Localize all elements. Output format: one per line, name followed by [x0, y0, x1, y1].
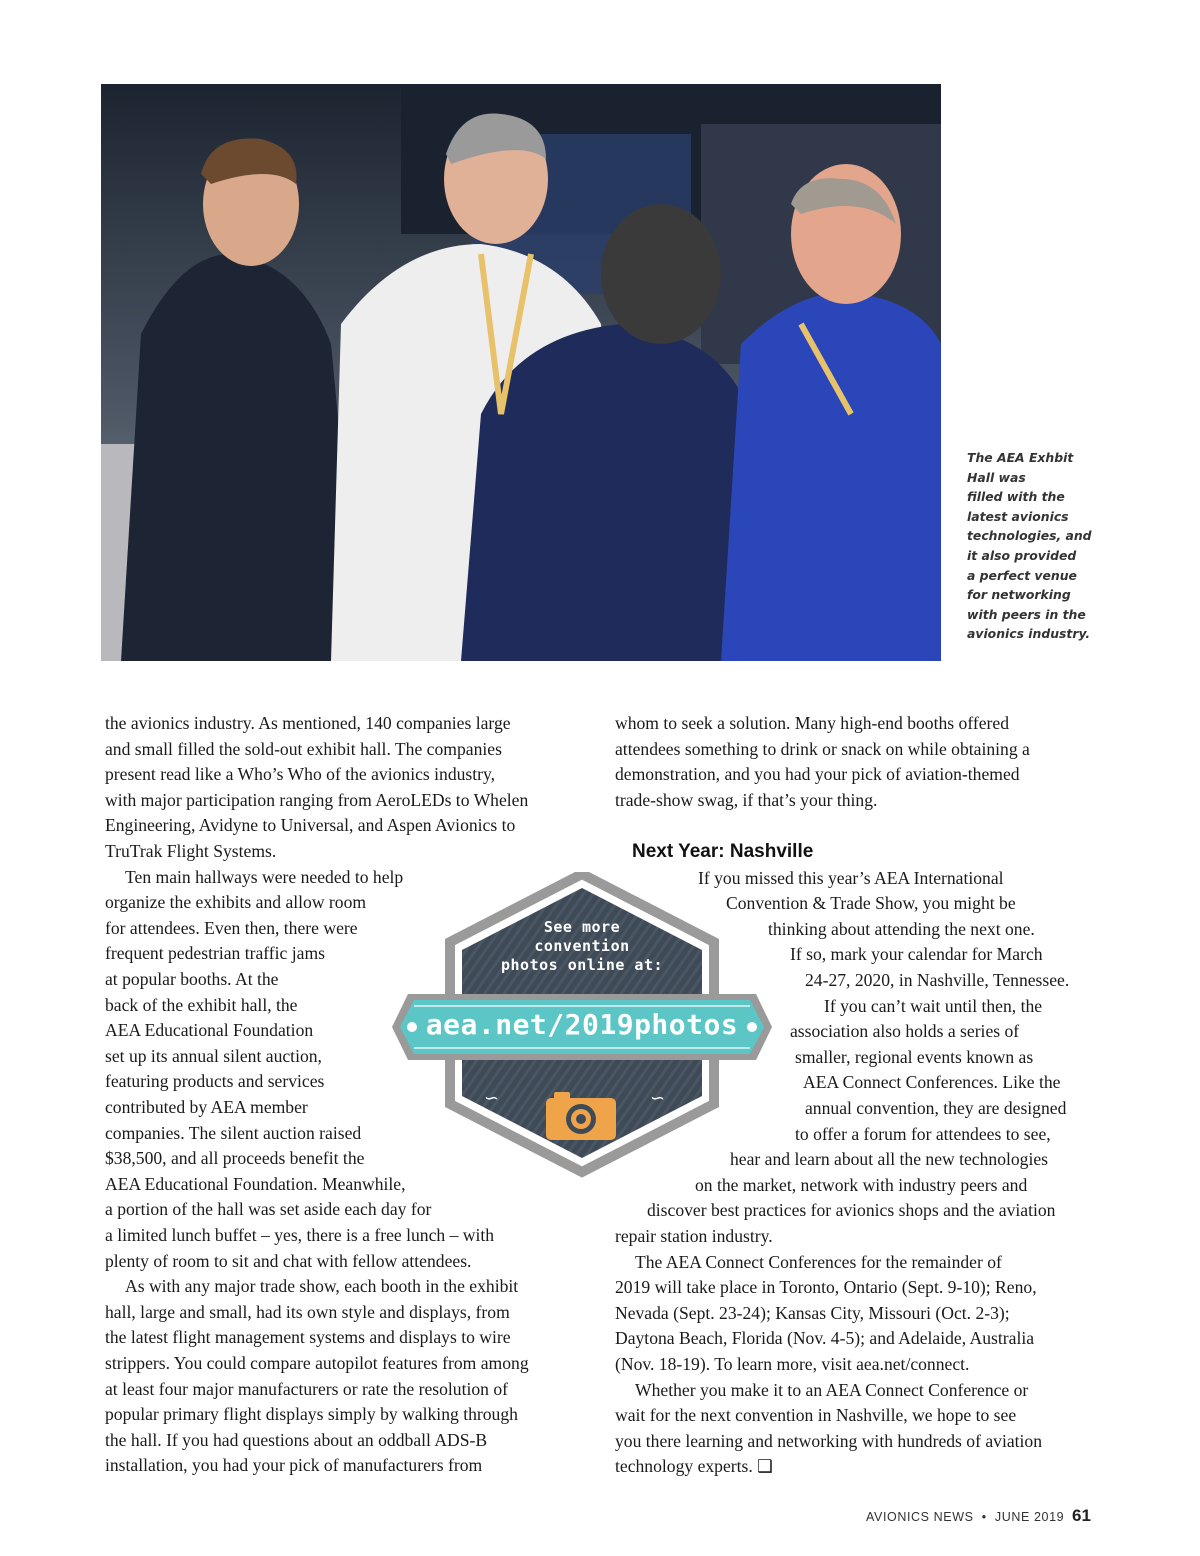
right-column-line: hear and learn about all the new technologies — [730, 1149, 1049, 1170]
left-column-line: the latest flight management systems and displays to wire — [105, 1327, 511, 1348]
right-column-line: annual convention, they are designed — [805, 1097, 1067, 1118]
caption-line: with peers in the — [967, 606, 1086, 622]
left-column-line: present read like a Who’s Who of the avionics industry, — [105, 764, 496, 785]
left-column-line: installation, you had your pick of manufacturers from — [105, 1455, 483, 1476]
left-column-line: AEA Educational Foundation. Meanwhile, — [105, 1173, 406, 1194]
left-column-line: plenty of room to sit and chat with fellow attendees. — [105, 1250, 472, 1271]
right-column-line: AEA Connect Conferences. Like the — [803, 1072, 1061, 1093]
left-column-line: the avionics industry. As mentioned, 140 companies large — [105, 713, 511, 733]
page-footer — [866, 1510, 1064, 1524]
right-column-line: Convention & Trade Show, you might be — [726, 893, 1016, 914]
right-column-intro-line: demonstration, and you had your pick of aviation-themed — [615, 764, 1020, 785]
right-column-line: Nevada (Sept. 23-24); Kansas City, Missouri (Oct. 2-3); — [615, 1302, 1010, 1323]
left-column-line: popular primary flight displays simply by walking through — [105, 1404, 518, 1425]
right-column-line: technology experts. ❑ — [615, 1456, 773, 1477]
issue-date: JUNE 2019 — [994, 1510, 1065, 1524]
camera-icon — [544, 1090, 618, 1142]
caption-line: The AEA Exhbit — [967, 450, 1074, 465]
right-column-line: smaller, regional events known as — [795, 1046, 1034, 1067]
right-column-line: association also holds a series of — [790, 1021, 1020, 1042]
right-column-line: to offer a forum for attendees to see, — [795, 1123, 1051, 1144]
caption-line: latest avionics — [967, 508, 1069, 524]
left-column-line: AEA Educational Foundation — [105, 1020, 314, 1041]
left-column-line: the hall. If you had questions about an oddball ADS-B — [105, 1429, 488, 1450]
caption-line: technologies, and — [967, 528, 1092, 544]
caption-line: avionics industry. — [967, 626, 1091, 642]
right-column-line: Daytona Beach, Florida (Nov. 4-5); and Adelaide, Australia — [615, 1328, 1035, 1349]
left-column-line: TruTrak Flight Systems. — [105, 841, 277, 861]
left-column-line: Engineering, Avidyne to Universal, and Aspen Avionics to — [105, 815, 516, 836]
caption-line: filled with the — [967, 489, 1065, 505]
right-column-line: you there learning and networking with hundreds of aviation — [615, 1430, 1043, 1451]
photo-caption — [967, 448, 1097, 644]
caption-line: a perfect venue — [967, 567, 1077, 583]
right-column-line: 24-27, 2020, in Nashville, Tennessee. — [805, 969, 1070, 990]
right-column-line: on the market, network with industry peers and — [695, 1174, 1028, 1195]
left-column-line: at popular booths. At the — [105, 969, 279, 989]
left-column-line: hall, large and small, had its own style and displays, from — [105, 1301, 510, 1322]
exhibit-hall-photo — [101, 84, 941, 661]
publication-name: AVIONICS NEWS — [866, 1510, 974, 1524]
left-column-line: contributed by AEA member — [105, 1097, 308, 1117]
caption-line: Hall was — [967, 469, 1026, 485]
photos-promo-badge[interactable] — [392, 872, 772, 1212]
right-column-line: wait for the next convention in Nashville, we hope to see — [615, 1405, 1017, 1426]
left-column-line: featuring products and services — [105, 1071, 325, 1092]
right-column-line: The AEA Connect Conferences for the remainder of — [635, 1251, 1002, 1272]
left-column-line: organize the exhibits and allow room — [105, 892, 367, 913]
badge-intro-text — [392, 918, 772, 975]
right-column-intro-line: whom to seek a solution. Many high-end booths offered — [615, 713, 1010, 733]
right-column-line: (Nov. 18-19). To learn more, visit aea.net/connect. — [615, 1353, 970, 1374]
right-column-line: 2019 will take place in Toronto, Ontario (Sept. 9-10); Reno, — [615, 1277, 1037, 1298]
photo-illustration — [101, 84, 941, 661]
right-column-line: thinking about attending the next one. — [768, 918, 1035, 939]
svg-text:∽: ∽ — [650, 1088, 666, 1109]
caption-line: it also provided — [967, 547, 1077, 563]
right-column-line: If so, mark your calendar for March — [790, 944, 1043, 965]
left-column-line: back of the exhibit hall, the — [105, 994, 298, 1015]
left-column-line: a portion of the hall was set aside each day for — [105, 1199, 432, 1220]
caption-line: for networking — [967, 587, 1071, 603]
right-column-intro-line: attendees something to drink or snack on while obtaining a — [615, 738, 1030, 759]
left-column-line: with major participation ranging from AeroLEDs to Whelen — [105, 789, 529, 810]
right-column-intro-line: trade-show swag, if that’s your thing. — [615, 789, 878, 810]
left-column-line: strippers. You could compare autopilot features from among — [105, 1353, 529, 1373]
left-column-line: and small filled the sold-out exhibit hall. The companies — [105, 738, 502, 759]
left-column-line: Ten main hallways were needed to help — [125, 866, 404, 887]
photos-url-link[interactable]: aea.net/2019photos — [425, 1008, 739, 1041]
left-column-line: at least four major manufacturers or rate the resolution of — [105, 1378, 509, 1399]
left-column-line: companies. The silent auction raised — [105, 1122, 362, 1143]
footer-separator: • — [981, 1510, 987, 1524]
badge-line-1: See more — [543, 918, 621, 936]
right-column-line: discover best practices for avionics shops and the aviation — [647, 1200, 1056, 1221]
left-column-line: set up its annual silent auction, — [105, 1045, 322, 1066]
page-number: 61 — [1072, 1506, 1091, 1525]
svg-text:∽: ∽ — [484, 1088, 500, 1109]
left-column-line: a limited lunch buffet – yes, there is a free lunch – with — [105, 1225, 495, 1245]
left-column-line: $38,500, and all proceeds benefit the — [105, 1148, 365, 1169]
right-column-line: If you missed this year’s AEA International — [698, 867, 1004, 888]
badge-line-3: photos online at: — [500, 956, 664, 974]
right-column-line: repair station industry. — [615, 1225, 773, 1246]
left-column-line: frequent pedestrian traffic jams — [105, 943, 325, 964]
right-column-line: If you can’t wait until then, the — [824, 995, 1043, 1016]
right-column-line: Whether you make it to an AEA Connect Conference or — [635, 1379, 1029, 1400]
section-heading: Next Year: Nashville — [632, 841, 814, 862]
badge-line-2: convention — [534, 937, 630, 955]
left-column-line: for attendees. Even then, there were — [105, 917, 358, 938]
left-column-line: As with any major trade show, each booth in the exhibit — [125, 1276, 519, 1297]
